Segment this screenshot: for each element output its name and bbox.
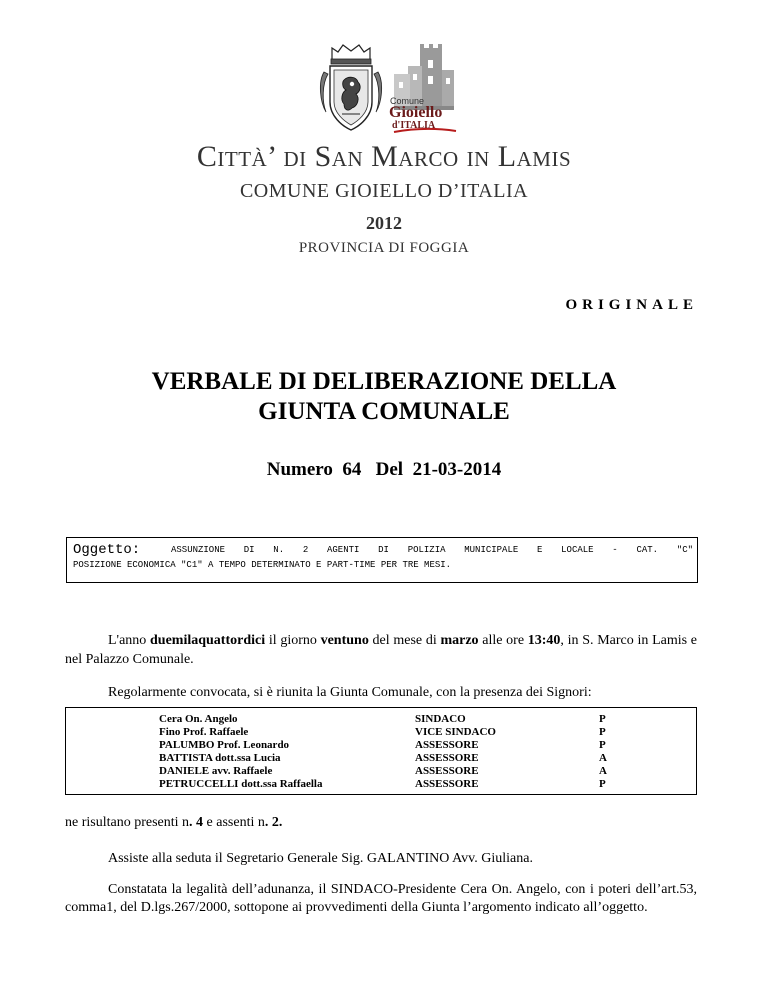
member-row bbox=[66, 713, 696, 726]
intro-text: del mese di bbox=[368, 633, 441, 648]
logo-comune-text: Comune bbox=[390, 96, 425, 106]
member-row bbox=[66, 739, 696, 752]
member-name: Cera On. Angelo bbox=[159, 713, 238, 725]
intro-text: alle ore bbox=[478, 633, 528, 648]
oggetto-label: Oggetto: bbox=[73, 542, 141, 558]
oggetto-box bbox=[66, 537, 698, 583]
presenti-count: . 4 bbox=[189, 815, 204, 830]
logo-gioiello-text: Gioiello bbox=[389, 104, 443, 121]
member-row bbox=[66, 752, 696, 765]
mese-value: marzo bbox=[440, 633, 479, 648]
logo-italia-text: d'ITALIA bbox=[392, 120, 436, 131]
members-table bbox=[65, 707, 697, 795]
constatata-paragraph: Constatata la legalità dell’adunanza, il SINDACO-Presidente Cera On. Angelo, con i poteri dell’art.53, comma1, del D.lgs.267/2000, sottopone ai provvedimenti della Giunta l’argomento indicato all’oggetto. bbox=[65, 882, 697, 915]
anno-value: duemilaquattordici bbox=[150, 633, 266, 648]
verbale-title-line2: GIUNTA COMUNALE bbox=[258, 398, 510, 425]
member-role: ASSESSORE bbox=[415, 739, 479, 751]
member-name: PETRUCCELLI dott.ssa Raffaella bbox=[159, 778, 323, 790]
member-status: P bbox=[599, 739, 606, 751]
member-status: P bbox=[599, 713, 606, 725]
intro-paragraph bbox=[65, 631, 697, 669]
member-name: Fino Prof. Raffaele bbox=[159, 726, 249, 738]
member-row bbox=[66, 726, 696, 739]
intro-text: , in S. Marco in Lamis e nel Palazzo Comunale. bbox=[65, 633, 697, 667]
coat-of-arms-logo bbox=[318, 42, 384, 134]
risultano-text: e assenti n bbox=[203, 815, 265, 830]
assiste-line: Assiste alla seduta il Segretario Generale Sig. GALANTINO Avv. Giuliana. bbox=[108, 851, 533, 866]
member-role: ASSESSORE bbox=[415, 765, 479, 777]
originale-label: ORIGINALE bbox=[565, 297, 698, 313]
numero-date: 21-03-2014 bbox=[412, 459, 502, 480]
oggetto-text-line2: POSIZIONE ECONOMICA "C1" A TEMPO DETERMINATO E PART-TIME PER TRE MESI. bbox=[73, 560, 452, 570]
member-name: BATTISTA dott.ssa Lucia bbox=[159, 752, 281, 764]
member-role: SINDACO bbox=[415, 713, 466, 725]
numero-label: Numero bbox=[266, 459, 333, 480]
member-status: A bbox=[599, 765, 607, 777]
numero-line bbox=[0, 459, 768, 481]
provincia-label: PROVINCIA DI FOGGIA bbox=[298, 240, 470, 256]
member-row bbox=[66, 765, 696, 778]
comune-gioiello-logo bbox=[386, 44, 460, 136]
member-role: VICE SINDACO bbox=[415, 726, 496, 738]
intro-text: il giorno bbox=[265, 633, 321, 648]
member-status: P bbox=[599, 778, 606, 790]
intro-text: L'anno bbox=[108, 633, 150, 648]
verbale-title bbox=[0, 367, 768, 427]
member-role: ASSESSORE bbox=[415, 778, 479, 790]
member-row bbox=[66, 778, 696, 791]
verbale-title-line1: VERBALE DI DELIBERAZIONE DELLA bbox=[151, 368, 617, 395]
member-name: DANIELE avv. Raffaele bbox=[159, 765, 273, 777]
comune-subtitle: COMUNE GIOIELLO D’ITALIA bbox=[239, 180, 529, 202]
member-status: P bbox=[599, 726, 606, 738]
convocata-paragraph: Regolarmente convocata, si è riunita la Giunta Comunale, con la presenza dei Signori: bbox=[108, 685, 592, 700]
del-label: Del bbox=[375, 459, 404, 480]
ore-value: 13:40 bbox=[527, 633, 561, 648]
giorno-value: ventuno bbox=[320, 633, 369, 648]
member-role: ASSESSORE bbox=[415, 752, 479, 764]
city-title: Città’ di San Marco in Lamis bbox=[196, 140, 572, 173]
risultano-line bbox=[65, 815, 282, 831]
member-name: PALUMBO Prof. Leonardo bbox=[159, 739, 290, 751]
member-status: A bbox=[599, 752, 607, 764]
risultano-text: ne risultano presenti n bbox=[65, 815, 190, 830]
numero-value: 64 bbox=[342, 459, 362, 480]
assenti-count: . 2. bbox=[264, 815, 283, 830]
oggetto-text-line1: ASSUNZIONE DI N. 2 AGENTI DI POLIZIA MUNICIPALE E LOCALE - CAT. "C" bbox=[171, 545, 693, 555]
year-label: 2012 bbox=[366, 213, 402, 233]
